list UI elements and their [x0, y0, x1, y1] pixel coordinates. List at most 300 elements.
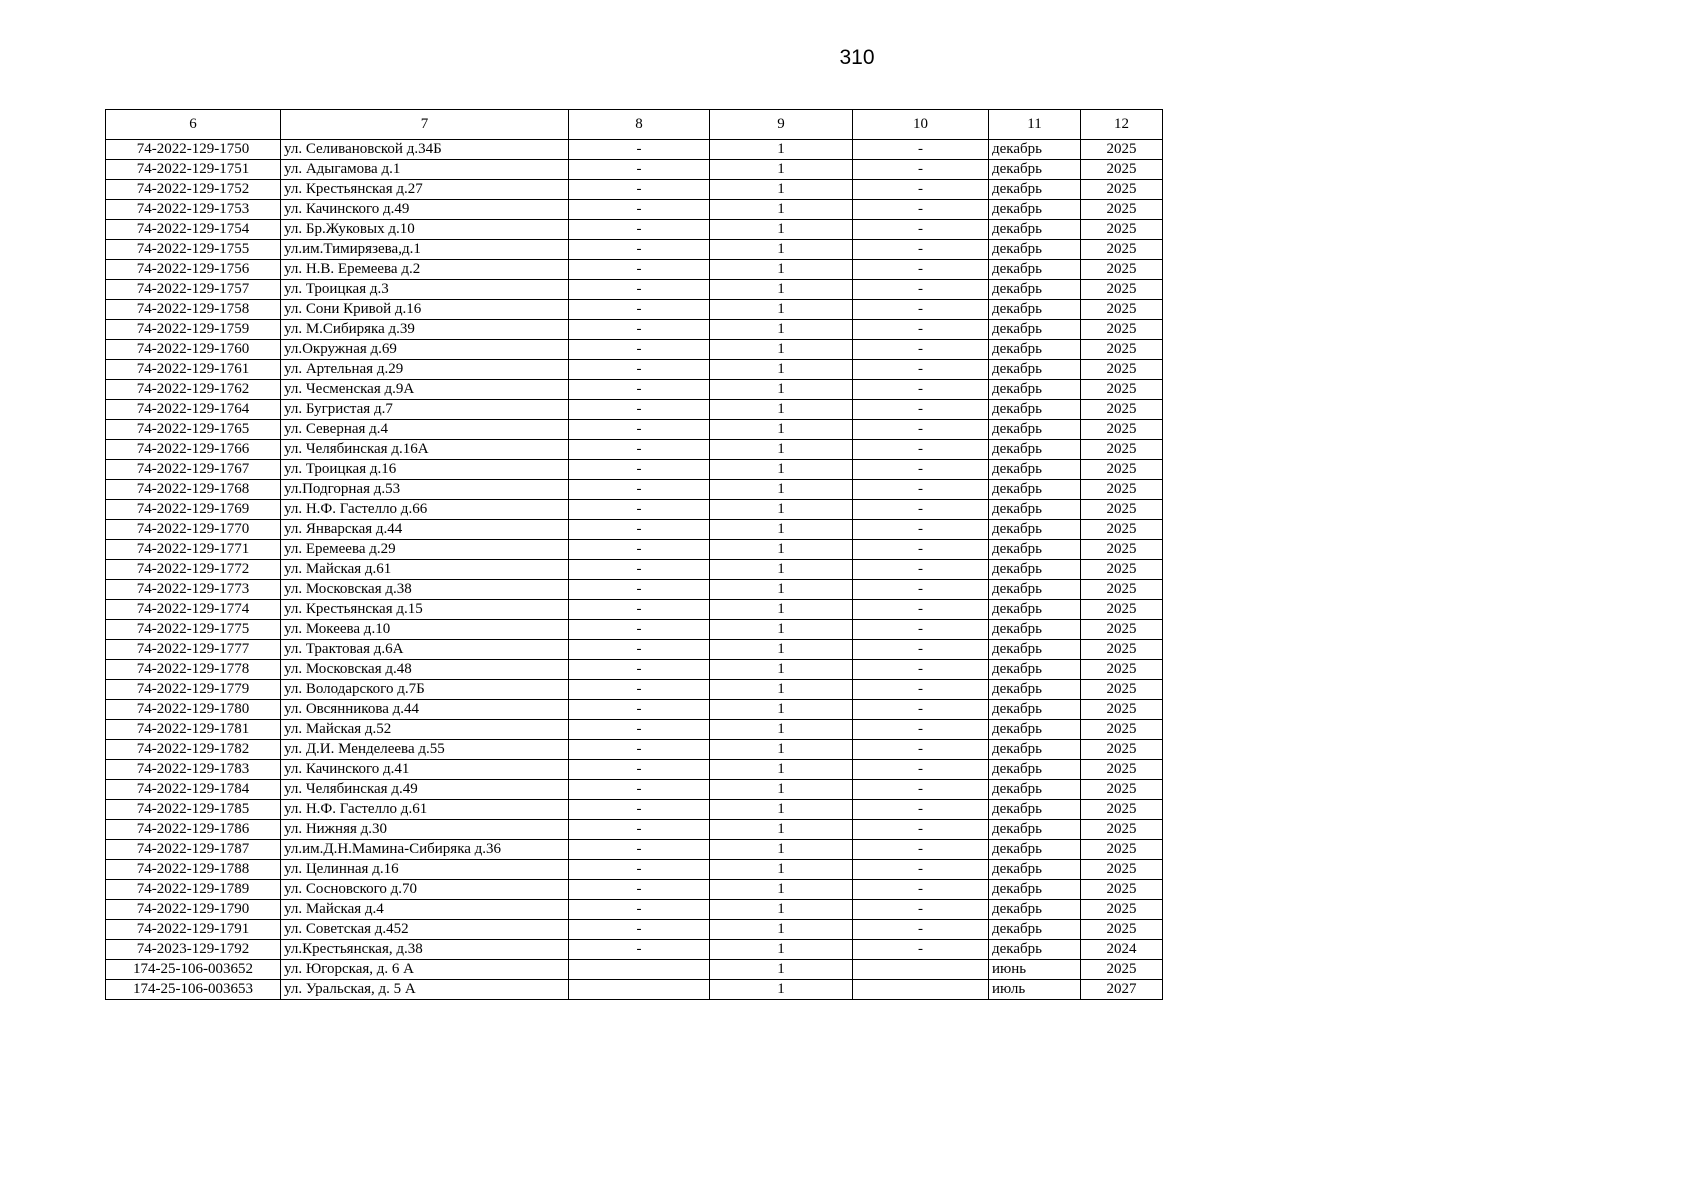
table-cell: - [569, 920, 710, 940]
table-row [106, 720, 1163, 740]
table-cell: декабрь [989, 560, 1081, 580]
table-cell: 74-2022-129-1789 [106, 880, 281, 900]
table-cell: - [569, 460, 710, 480]
table-cell: ул. Челябинская д.16А [281, 440, 569, 460]
table-cell: 74-2022-129-1753 [106, 200, 281, 220]
table-cell: декабрь [989, 600, 1081, 620]
table-cell: 1 [710, 980, 853, 1000]
table-cell: декабрь [989, 720, 1081, 740]
table-cell: 74-2022-129-1761 [106, 360, 281, 380]
table-cell: 2025 [1081, 440, 1163, 460]
table-cell: июнь [989, 960, 1081, 980]
table-cell: - [853, 840, 989, 860]
table-cell: 1 [710, 280, 853, 300]
table-cell: 174-25-106-003653 [106, 980, 281, 1000]
table-row [106, 500, 1163, 520]
table-cell: 2025 [1081, 680, 1163, 700]
column-header: 7 [281, 110, 569, 140]
table-cell: 1 [710, 180, 853, 200]
table-cell: декабрь [989, 520, 1081, 540]
table-cell: - [569, 580, 710, 600]
table-cell: ул. Московская д.48 [281, 660, 569, 680]
table-row [106, 560, 1163, 580]
table-cell: ул.им.Тимирязева,д.1 [281, 240, 569, 260]
table-cell: 74-2022-129-1790 [106, 900, 281, 920]
table-cell: декабрь [989, 540, 1081, 560]
table-row [106, 680, 1163, 700]
table-cell: 74-2022-129-1775 [106, 620, 281, 640]
table-row [106, 620, 1163, 640]
table-cell: ул. Югорская, д. 6 А [281, 960, 569, 980]
table-cell: июль [989, 980, 1081, 1000]
table-cell: 2025 [1081, 500, 1163, 520]
table-cell: 74-2022-129-1791 [106, 920, 281, 940]
table-cell: - [569, 880, 710, 900]
table-cell: 74-2022-129-1773 [106, 580, 281, 600]
table-cell: 2025 [1081, 860, 1163, 880]
table-cell: 1 [710, 940, 853, 960]
table-row [106, 640, 1163, 660]
table-cell: 1 [710, 340, 853, 360]
column-header: 9 [710, 110, 853, 140]
column-header: 12 [1081, 110, 1163, 140]
table-cell: декабрь [989, 480, 1081, 500]
table-row [106, 660, 1163, 680]
table-cell: декабрь [989, 420, 1081, 440]
column-header: 10 [853, 110, 989, 140]
table-cell: 1 [710, 400, 853, 420]
table-cell: 2025 [1081, 260, 1163, 280]
table-cell: декабрь [989, 640, 1081, 660]
table-cell: - [569, 860, 710, 880]
table-row [106, 880, 1163, 900]
table-cell: - [853, 500, 989, 520]
table-cell: декабрь [989, 260, 1081, 280]
table-cell: 2025 [1081, 300, 1163, 320]
table-cell: 2025 [1081, 960, 1163, 980]
table-cell: ул. М.Сибиряка д.39 [281, 320, 569, 340]
table-cell: - [853, 440, 989, 460]
table-cell: 1 [710, 480, 853, 500]
table-cell: - [853, 420, 989, 440]
table-cell: - [569, 760, 710, 780]
table-cell: ул.Подгорная д.53 [281, 480, 569, 500]
table-cell [569, 960, 710, 980]
table-cell: 74-2023-129-1792 [106, 940, 281, 960]
table-cell: 1 [710, 660, 853, 680]
table-cell: 2025 [1081, 800, 1163, 820]
table-row [106, 440, 1163, 460]
table-cell: 2025 [1081, 460, 1163, 480]
table-cell: декабрь [989, 440, 1081, 460]
table-row [106, 600, 1163, 620]
table-row [106, 480, 1163, 500]
table-cell: декабрь [989, 160, 1081, 180]
table-cell: - [569, 840, 710, 860]
table-cell: декабрь [989, 320, 1081, 340]
table-cell: 1 [710, 840, 853, 860]
table-row [106, 360, 1163, 380]
table-cell: декабрь [989, 760, 1081, 780]
data-table [105, 109, 1163, 1000]
table-cell: ул. Бр.Жуковых д.10 [281, 220, 569, 240]
table-cell: - [853, 680, 989, 700]
table-cell: - [569, 420, 710, 440]
table-cell: - [853, 600, 989, 620]
table-cell: 2025 [1081, 580, 1163, 600]
table-cell: - [569, 520, 710, 540]
table-cell: 2025 [1081, 540, 1163, 560]
table-cell: декабрь [989, 300, 1081, 320]
table-cell: 1 [710, 200, 853, 220]
table-row [106, 400, 1163, 420]
table-cell: - [569, 140, 710, 160]
table-cell: декабрь [989, 360, 1081, 380]
table-cell: ул. Троицкая д.16 [281, 460, 569, 480]
table-cell: 2025 [1081, 880, 1163, 900]
table-cell: 1 [710, 460, 853, 480]
table-cell: 2025 [1081, 200, 1163, 220]
table-cell: 1 [710, 360, 853, 380]
table-cell: - [853, 820, 989, 840]
table-row [106, 260, 1163, 280]
table-row [106, 820, 1163, 840]
table-cell: 2025 [1081, 560, 1163, 580]
table-cell: 74-2022-129-1785 [106, 800, 281, 820]
table-cell: 74-2022-129-1787 [106, 840, 281, 860]
table-cell: ул.им.Д.Н.Мамина-Сибиряка д.36 [281, 840, 569, 860]
table-cell: - [569, 180, 710, 200]
column-header: 6 [106, 110, 281, 140]
table-cell: - [569, 940, 710, 960]
table-row [106, 300, 1163, 320]
table-row [106, 960, 1163, 980]
table-cell: ул. Еремеева д.29 [281, 540, 569, 560]
table-cell: 74-2022-129-1758 [106, 300, 281, 320]
table-cell: 74-2022-129-1767 [106, 460, 281, 480]
table-cell: декабрь [989, 280, 1081, 300]
table-cell: 1 [710, 740, 853, 760]
page-number: 310 [839, 46, 875, 69]
table-cell: - [569, 660, 710, 680]
table-cell: 74-2022-129-1752 [106, 180, 281, 200]
table-cell: ул. Селивановской д.34Б [281, 140, 569, 160]
table-cell: 1 [710, 820, 853, 840]
table-cell: декабрь [989, 580, 1081, 600]
table-cell: декабрь [989, 220, 1081, 240]
table-cell: - [569, 300, 710, 320]
table-cell: 74-2022-129-1782 [106, 740, 281, 760]
table-cell: декабрь [989, 920, 1081, 940]
table-cell: - [569, 200, 710, 220]
table-cell: 2025 [1081, 520, 1163, 540]
table-cell [569, 980, 710, 1000]
table-cell: - [853, 800, 989, 820]
table-cell: - [853, 740, 989, 760]
table-cell: ул.Окружная д.69 [281, 340, 569, 360]
table-cell: ул. Троицкая д.3 [281, 280, 569, 300]
table-cell: 1 [710, 640, 853, 660]
table-cell: 2025 [1081, 240, 1163, 260]
table-cell: - [853, 560, 989, 580]
table-row [106, 380, 1163, 400]
table-cell: - [853, 540, 989, 560]
table-cell: ул. Крестьянская д.27 [281, 180, 569, 200]
table-cell: ул. Д.И. Менделеева д.55 [281, 740, 569, 760]
table-cell: 2025 [1081, 720, 1163, 740]
table-cell: - [853, 380, 989, 400]
table-cell: 74-2022-129-1760 [106, 340, 281, 360]
table-cell: 74-2022-129-1770 [106, 520, 281, 540]
table-cell: ул. Майская д.52 [281, 720, 569, 740]
table-row [106, 840, 1163, 860]
table-row [106, 220, 1163, 240]
table-cell: 74-2022-129-1755 [106, 240, 281, 260]
table-cell: ул. Бугристая д.7 [281, 400, 569, 420]
table-row [106, 140, 1163, 160]
table-cell: - [569, 560, 710, 580]
table-cell [853, 960, 989, 980]
table-cell: - [569, 220, 710, 240]
table-cell: ул.Крестьянская, д.38 [281, 940, 569, 960]
table-cell: декабрь [989, 880, 1081, 900]
table-cell: 1 [710, 240, 853, 260]
table-cell: - [853, 940, 989, 960]
table-cell: ул. Н.Ф. Гастелло д.61 [281, 800, 569, 820]
table-cell: 2025 [1081, 220, 1163, 240]
table-cell: 2025 [1081, 280, 1163, 300]
table-cell: 74-2022-129-1769 [106, 500, 281, 520]
table-row [106, 460, 1163, 480]
table-cell: - [853, 520, 989, 540]
table-cell: 1 [710, 620, 853, 640]
table-cell: ул. Майская д.4 [281, 900, 569, 920]
table-cell: 2025 [1081, 420, 1163, 440]
table-cell: 1 [710, 540, 853, 560]
table-cell: 174-25-106-003652 [106, 960, 281, 980]
table-row [106, 240, 1163, 260]
table-cell: - [853, 200, 989, 220]
table-cell: - [569, 640, 710, 660]
table-cell: 74-2022-129-1765 [106, 420, 281, 440]
table-cell: 2025 [1081, 140, 1163, 160]
table-body [106, 140, 1163, 1000]
table-cell: 2025 [1081, 600, 1163, 620]
table-cell: 1 [710, 600, 853, 620]
table-cell: ул. Адыгамова д.1 [281, 160, 569, 180]
table-cell: - [569, 800, 710, 820]
table-cell: 2025 [1081, 320, 1163, 340]
table-cell: - [853, 280, 989, 300]
table-cell: 2025 [1081, 660, 1163, 680]
table-row [106, 980, 1163, 1000]
table-cell: - [569, 740, 710, 760]
table-cell: - [853, 220, 989, 240]
table-row [106, 740, 1163, 760]
table-cell: 2025 [1081, 920, 1163, 940]
table-row [106, 420, 1163, 440]
table-cell: 74-2022-129-1777 [106, 640, 281, 660]
table-cell: 2025 [1081, 400, 1163, 420]
table-row [106, 780, 1163, 800]
table-cell: - [853, 760, 989, 780]
table-cell: 74-2022-129-1786 [106, 820, 281, 840]
table-row [106, 320, 1163, 340]
table-cell: ул. Уральская, д. 5 А [281, 980, 569, 1000]
table-cell: 74-2022-129-1751 [106, 160, 281, 180]
table-cell: ул. Н.В. Еремеева д.2 [281, 260, 569, 280]
table-cell: 2025 [1081, 780, 1163, 800]
table-cell: ул. Московская д.38 [281, 580, 569, 600]
table-cell: ул. Майская д.61 [281, 560, 569, 580]
table-row [106, 160, 1163, 180]
table-cell: декабрь [989, 700, 1081, 720]
table-cell: ул. Качинского д.49 [281, 200, 569, 220]
table-cell: 74-2022-129-1778 [106, 660, 281, 680]
table-cell: 1 [710, 380, 853, 400]
table-cell: - [569, 600, 710, 620]
table-cell: ул. Январская д.44 [281, 520, 569, 540]
table-cell: - [853, 360, 989, 380]
table-cell: 1 [710, 580, 853, 600]
table-cell: 74-2022-129-1756 [106, 260, 281, 280]
table-header-row [106, 110, 1163, 140]
table-cell: ул. Сони Кривой д.16 [281, 300, 569, 320]
table-cell [853, 980, 989, 1000]
table-cell: - [569, 160, 710, 180]
table-cell: 1 [710, 260, 853, 280]
table-cell: декабрь [989, 860, 1081, 880]
table-cell: ул. Володарского д.7Б [281, 680, 569, 700]
table-cell: 2025 [1081, 820, 1163, 840]
table-cell: ул. Овсянникова д.44 [281, 700, 569, 720]
table-cell: 74-2022-129-1762 [106, 380, 281, 400]
table-cell: 2025 [1081, 840, 1163, 860]
table-cell: ул. Нижняя д.30 [281, 820, 569, 840]
table-cell: ул. Челябинская д.49 [281, 780, 569, 800]
table-cell: 2027 [1081, 980, 1163, 1000]
table-cell: - [853, 300, 989, 320]
table-cell: ул. Н.Ф. Гастелло д.66 [281, 500, 569, 520]
table-row [106, 180, 1163, 200]
table-cell: 74-2022-129-1750 [106, 140, 281, 160]
table-cell: декабрь [989, 460, 1081, 480]
table-row [106, 800, 1163, 820]
table-cell: декабрь [989, 620, 1081, 640]
table-cell: декабрь [989, 800, 1081, 820]
table-cell: 1 [710, 320, 853, 340]
table-cell: 2025 [1081, 380, 1163, 400]
table-cell: 1 [710, 440, 853, 460]
table-cell: декабрь [989, 940, 1081, 960]
column-header: 8 [569, 110, 710, 140]
table-cell: - [569, 480, 710, 500]
table-cell: - [569, 700, 710, 720]
table-cell: 1 [710, 860, 853, 880]
table-cell: 1 [710, 760, 853, 780]
table-cell: 2025 [1081, 900, 1163, 920]
table-cell: 2025 [1081, 620, 1163, 640]
table-cell: 74-2022-129-1784 [106, 780, 281, 800]
table-cell: 1 [710, 800, 853, 820]
table-cell: - [569, 260, 710, 280]
table-cell: - [569, 400, 710, 420]
table-cell: - [853, 720, 989, 740]
table-cell: 1 [710, 160, 853, 180]
table-row [106, 700, 1163, 720]
table-cell: 2025 [1081, 700, 1163, 720]
table-cell: 74-2022-129-1779 [106, 680, 281, 700]
table-cell: 1 [710, 700, 853, 720]
table-cell: 1 [710, 920, 853, 940]
table-cell: декабрь [989, 200, 1081, 220]
table-cell: ул. Мокеева д.10 [281, 620, 569, 640]
table-cell: 74-2022-129-1788 [106, 860, 281, 880]
table-cell: - [569, 900, 710, 920]
table-cell: 1 [710, 900, 853, 920]
table-cell: - [853, 640, 989, 660]
table-cell: 2025 [1081, 740, 1163, 760]
table-cell: 1 [710, 880, 853, 900]
table-cell: декабрь [989, 240, 1081, 260]
table-cell: декабрь [989, 340, 1081, 360]
table-cell: 74-2022-129-1781 [106, 720, 281, 740]
table-cell: - [569, 440, 710, 460]
table-row [106, 200, 1163, 220]
table-cell: - [569, 380, 710, 400]
table-cell: - [853, 700, 989, 720]
table-cell: ул. Советская д.452 [281, 920, 569, 940]
table-cell: - [853, 880, 989, 900]
table-cell: - [569, 360, 710, 380]
table-row [106, 920, 1163, 940]
table-cell: декабрь [989, 660, 1081, 680]
table-cell: декабрь [989, 780, 1081, 800]
table-cell: 74-2022-129-1754 [106, 220, 281, 240]
table-cell: 74-2022-129-1768 [106, 480, 281, 500]
table-cell: - [853, 320, 989, 340]
table-row [106, 540, 1163, 560]
table-cell: - [569, 240, 710, 260]
table-cell: декабрь [989, 400, 1081, 420]
table-cell: - [569, 720, 710, 740]
table-cell: декабрь [989, 180, 1081, 200]
table-cell: - [569, 620, 710, 640]
table-cell: 1 [710, 300, 853, 320]
table-row [106, 940, 1163, 960]
table-cell: - [569, 340, 710, 360]
table-cell: 1 [710, 680, 853, 700]
table-cell: ул. Качинского д.41 [281, 760, 569, 780]
table-cell: - [853, 920, 989, 940]
table-cell: - [569, 500, 710, 520]
table-cell: - [853, 180, 989, 200]
table-cell: 1 [710, 960, 853, 980]
table-cell: - [569, 680, 710, 700]
table-cell: 74-2022-129-1759 [106, 320, 281, 340]
table-cell: 2025 [1081, 160, 1163, 180]
table-cell: - [853, 340, 989, 360]
table-cell: 2024 [1081, 940, 1163, 960]
table-cell: - [853, 460, 989, 480]
table-cell: - [853, 580, 989, 600]
table-cell: 1 [710, 560, 853, 580]
table-cell: 74-2022-129-1757 [106, 280, 281, 300]
table-cell: 2025 [1081, 180, 1163, 200]
table-cell: ул. Чесменская д.9А [281, 380, 569, 400]
table-cell: 74-2022-129-1766 [106, 440, 281, 460]
table-cell: - [853, 480, 989, 500]
